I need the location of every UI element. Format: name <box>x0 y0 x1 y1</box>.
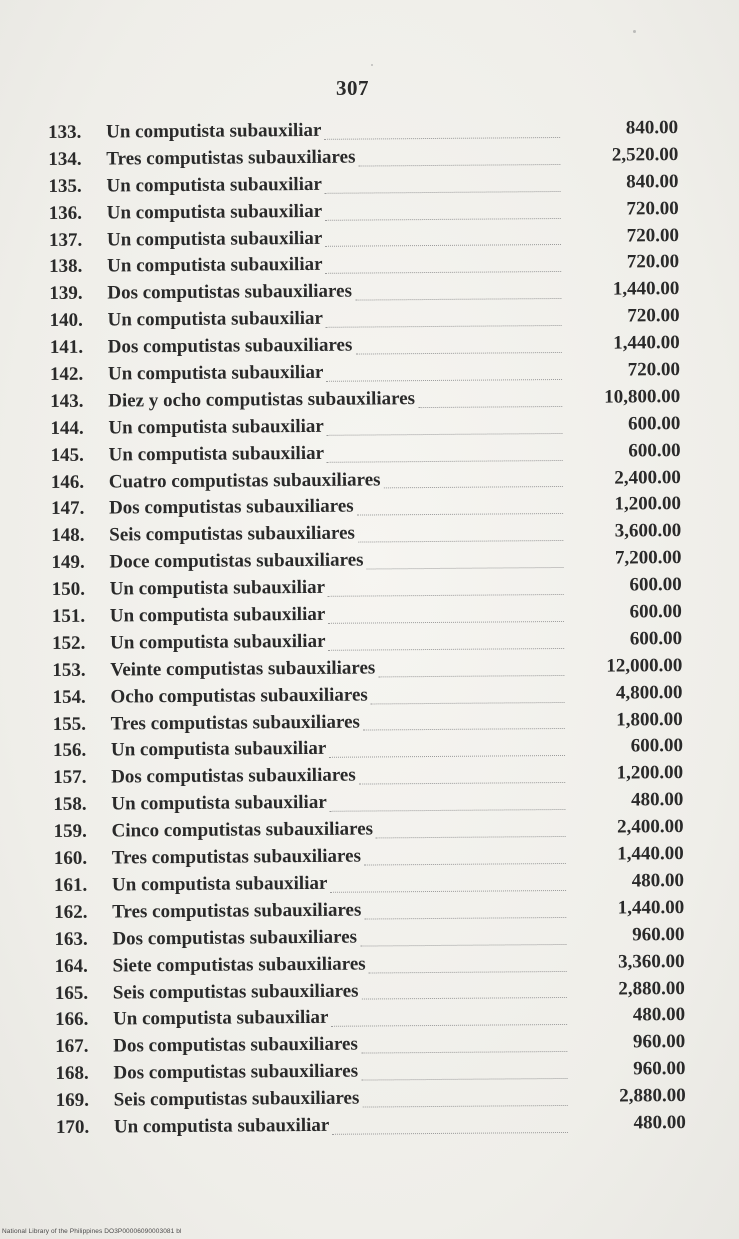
dot-leader <box>329 754 565 758</box>
dot-leader <box>325 217 561 221</box>
entry-description: Seis computistas subauxiliares <box>113 1087 360 1111</box>
entry-number: 148. <box>51 525 85 547</box>
entry-amount: 600.00 <box>629 601 682 623</box>
dot-leader <box>358 163 560 167</box>
dot-leader <box>362 996 567 1000</box>
dot-leader <box>325 190 561 194</box>
entry-description: Un computista subauxiliar <box>111 872 328 896</box>
entry-description: Un computista subauxiliar <box>105 119 322 143</box>
entry-description: Dos computistas subauxiliares <box>113 1033 358 1057</box>
entry-amount: 720.00 <box>626 197 679 220</box>
entry-description: Un computista subauxiliar <box>107 361 324 385</box>
dot-leader <box>330 889 566 893</box>
entry-description: Ocho computistas subauxiliares <box>110 684 368 708</box>
scan-speck <box>633 30 636 33</box>
entry-amount: 600.00 <box>628 439 681 462</box>
entry-amount: 600.00 <box>630 735 684 757</box>
entry-description: Veinte computistas subauxiliares <box>110 657 376 681</box>
entry-description: Un computista subauxiliar <box>109 603 326 627</box>
entry-description: Seis computistas subauxiliares <box>109 522 355 546</box>
dot-leader <box>332 1131 568 1135</box>
entry-number: 165. <box>54 982 89 1004</box>
dot-leader <box>364 862 566 866</box>
dot-leader <box>328 620 564 624</box>
entry-number: 154. <box>52 686 86 708</box>
entry-amount: 4,800.00 <box>615 681 683 704</box>
entry-number: 155. <box>52 713 87 735</box>
dot-leader <box>369 969 567 973</box>
entry-description: Dos computistas subauxiliares <box>111 764 356 788</box>
entry-amount: 2,400.00 <box>614 466 681 489</box>
dot-leader <box>371 701 565 705</box>
dot-leader <box>362 1104 567 1108</box>
dot-leader <box>355 297 561 301</box>
entry-list <box>48 117 686 1144</box>
entry-number: 161. <box>53 874 88 896</box>
entry-amount: 600.00 <box>628 412 681 435</box>
entry-description: Un computista subauxiliar <box>111 792 327 815</box>
entry-number: 156. <box>52 740 87 762</box>
entry-amount: 960.00 <box>632 923 685 946</box>
entry-description: Dos computistas subauxiliares <box>107 334 353 358</box>
entry-description: Cuatro computistas subauxiliares <box>108 468 381 493</box>
entry-number: 159. <box>53 820 87 843</box>
entry-number: 147. <box>50 498 85 520</box>
entry-amount: 720.00 <box>626 224 679 247</box>
entry-amount: 480.00 <box>633 1111 686 1134</box>
dot-leader <box>364 916 566 920</box>
entry-amount: 960.00 <box>633 1058 686 1080</box>
entry-amount: 840.00 <box>625 117 679 139</box>
entry-number: 140. <box>49 309 83 332</box>
entry-amount: 2,880.00 <box>618 977 685 1000</box>
entry-amount: 480.00 <box>631 869 685 892</box>
entry-number: 133. <box>48 121 82 143</box>
entry-number: 162. <box>54 901 88 923</box>
entry-description: Un computista subauxiliar <box>110 630 326 654</box>
entry-amount: 2,400.00 <box>616 816 684 838</box>
entry-number: 142. <box>49 363 84 386</box>
entry-number: 137. <box>48 229 83 251</box>
entry-number: 150. <box>51 578 86 601</box>
entry-number: 160. <box>53 847 88 870</box>
dot-leader <box>363 727 565 731</box>
entry-amount: 960.00 <box>632 1031 686 1053</box>
entry-amount: 720.00 <box>627 359 681 381</box>
entry-description: Un computista subauxiliar <box>113 1114 330 1138</box>
entry-amount: 3,600.00 <box>614 520 682 542</box>
entry-number: 168. <box>55 1062 89 1085</box>
entry-description: Un computista subauxiliar <box>109 576 326 600</box>
entry-number: 135. <box>48 175 82 197</box>
entry-number: 166. <box>54 1009 89 1031</box>
scan-speck <box>371 64 373 66</box>
entry-number: 139. <box>49 283 83 305</box>
entry-amount: 12,000.00 <box>606 654 683 677</box>
entry-description: Tres computistas subauxiliares <box>106 146 356 170</box>
dot-leader <box>329 647 565 651</box>
dot-leader <box>378 674 564 677</box>
entry-number: 134. <box>48 148 82 170</box>
entry-amount: 1,440.00 <box>617 896 685 919</box>
entry-description: Dos computistas subauxiliares <box>113 1060 359 1084</box>
entry-number: 170. <box>55 1116 90 1138</box>
dot-leader <box>326 378 562 382</box>
dot-leader <box>325 243 561 247</box>
dot-leader <box>355 351 561 355</box>
dot-leader <box>359 781 565 785</box>
entry-description: Un computista subauxiliar <box>108 442 325 466</box>
dot-leader <box>328 593 564 597</box>
dot-leader <box>330 808 566 812</box>
entry-description: Un computista subauxiliar <box>112 1007 329 1030</box>
entry-number: 169. <box>55 1089 90 1112</box>
entry-amount: 720.00 <box>627 305 680 327</box>
entry-description: Doce computistas subauxiliares <box>109 549 364 573</box>
entry-description: Un computista subauxiliar <box>106 227 323 251</box>
dot-leader <box>361 1077 567 1081</box>
entry-number: 158. <box>53 793 87 816</box>
entry-amount: 720.00 <box>626 251 680 273</box>
dot-leader <box>376 835 566 838</box>
entry-description: Un computista subauxiliar <box>110 738 327 762</box>
entry-number: 153. <box>52 659 86 681</box>
dot-leader <box>326 324 562 328</box>
entry-number: 157. <box>53 767 87 789</box>
entry-number: 163. <box>54 928 88 950</box>
entry-number: 151. <box>51 605 86 628</box>
entry-number: 136. <box>48 202 83 224</box>
dot-leader <box>367 566 564 570</box>
dot-leader <box>326 270 562 274</box>
entry-description: Tres computistas subauxiliares <box>111 845 362 869</box>
entry-description: Siete computistas subauxiliares <box>112 953 366 977</box>
dot-leader <box>327 459 563 463</box>
entry-number: 145. <box>50 444 84 466</box>
dot-leader <box>360 943 566 947</box>
entry-amount: 2,880.00 <box>619 1085 686 1107</box>
dot-leader <box>361 1050 567 1054</box>
entry-number: 138. <box>49 256 83 278</box>
dot-leader <box>418 405 562 408</box>
entry-number: 167. <box>55 1035 89 1058</box>
dot-leader <box>358 539 563 543</box>
entry-description: Un computista subauxiliar <box>106 200 323 224</box>
entry-description: Un computista subauxiliar <box>108 415 324 439</box>
entry-description: Cinco computistas subauxiliares <box>111 818 374 842</box>
entry-description: Seis computistas subauxiliares <box>112 980 359 1004</box>
entry-number: 141. <box>49 336 84 359</box>
entry-description: Un computista subauxiliar <box>107 254 323 277</box>
entry-description: Un computista subauxiliar <box>106 173 322 197</box>
entry-amount: 10,800.00 <box>604 385 681 408</box>
entry-amount: 3,360.00 <box>618 950 685 973</box>
list-item <box>56 1112 686 1144</box>
entry-description: Diez y ocho computistas subauxiliares <box>108 388 416 412</box>
entry-description: Tres computistas subauxiliares <box>110 711 360 735</box>
entry-amount: 1,200.00 <box>614 493 682 516</box>
entry-number: 143. <box>50 390 84 412</box>
entry-amount: 840.00 <box>626 170 679 193</box>
entry-amount: 1,440.00 <box>617 843 684 865</box>
entry-number: 149. <box>51 551 85 574</box>
dot-leader <box>331 1023 567 1027</box>
dot-leader <box>357 512 563 516</box>
entry-number: 146. <box>50 471 85 493</box>
entry-amount: 480.00 <box>631 789 684 811</box>
entry-amount: 1,200.00 <box>616 762 684 784</box>
entry-amount: 480.00 <box>632 1004 686 1026</box>
library-footer: National Library of the Philippines DO3P00006090003081 bl <box>2 1228 182 1235</box>
entry-amount: 2,520.00 <box>611 143 679 166</box>
entry-description: Tres computistas subauxiliares <box>112 899 362 923</box>
entry-description: Un computista subauxiliar <box>107 308 324 331</box>
entry-amount: 600.00 <box>629 627 683 650</box>
entry-amount: 1,800.00 <box>616 708 683 731</box>
entry-number: 164. <box>54 955 88 977</box>
entry-amount: 600.00 <box>629 574 682 596</box>
entry-amount: 1,440.00 <box>612 278 680 300</box>
dot-leader <box>384 485 563 488</box>
entry-amount: 1,440.00 <box>613 332 680 354</box>
page-number: 307 <box>336 76 369 100</box>
entry-number: 144. <box>50 417 84 439</box>
entry-description: Dos computistas subauxiliares <box>107 280 353 304</box>
entry-description: Dos computistas subauxiliares <box>108 496 354 520</box>
dot-leader <box>327 432 563 436</box>
entry-amount: 7,200.00 <box>614 547 682 569</box>
entry-description: Dos computistas subauxiliares <box>112 926 358 950</box>
entry-number: 152. <box>52 632 86 654</box>
dot-leader <box>325 136 561 140</box>
